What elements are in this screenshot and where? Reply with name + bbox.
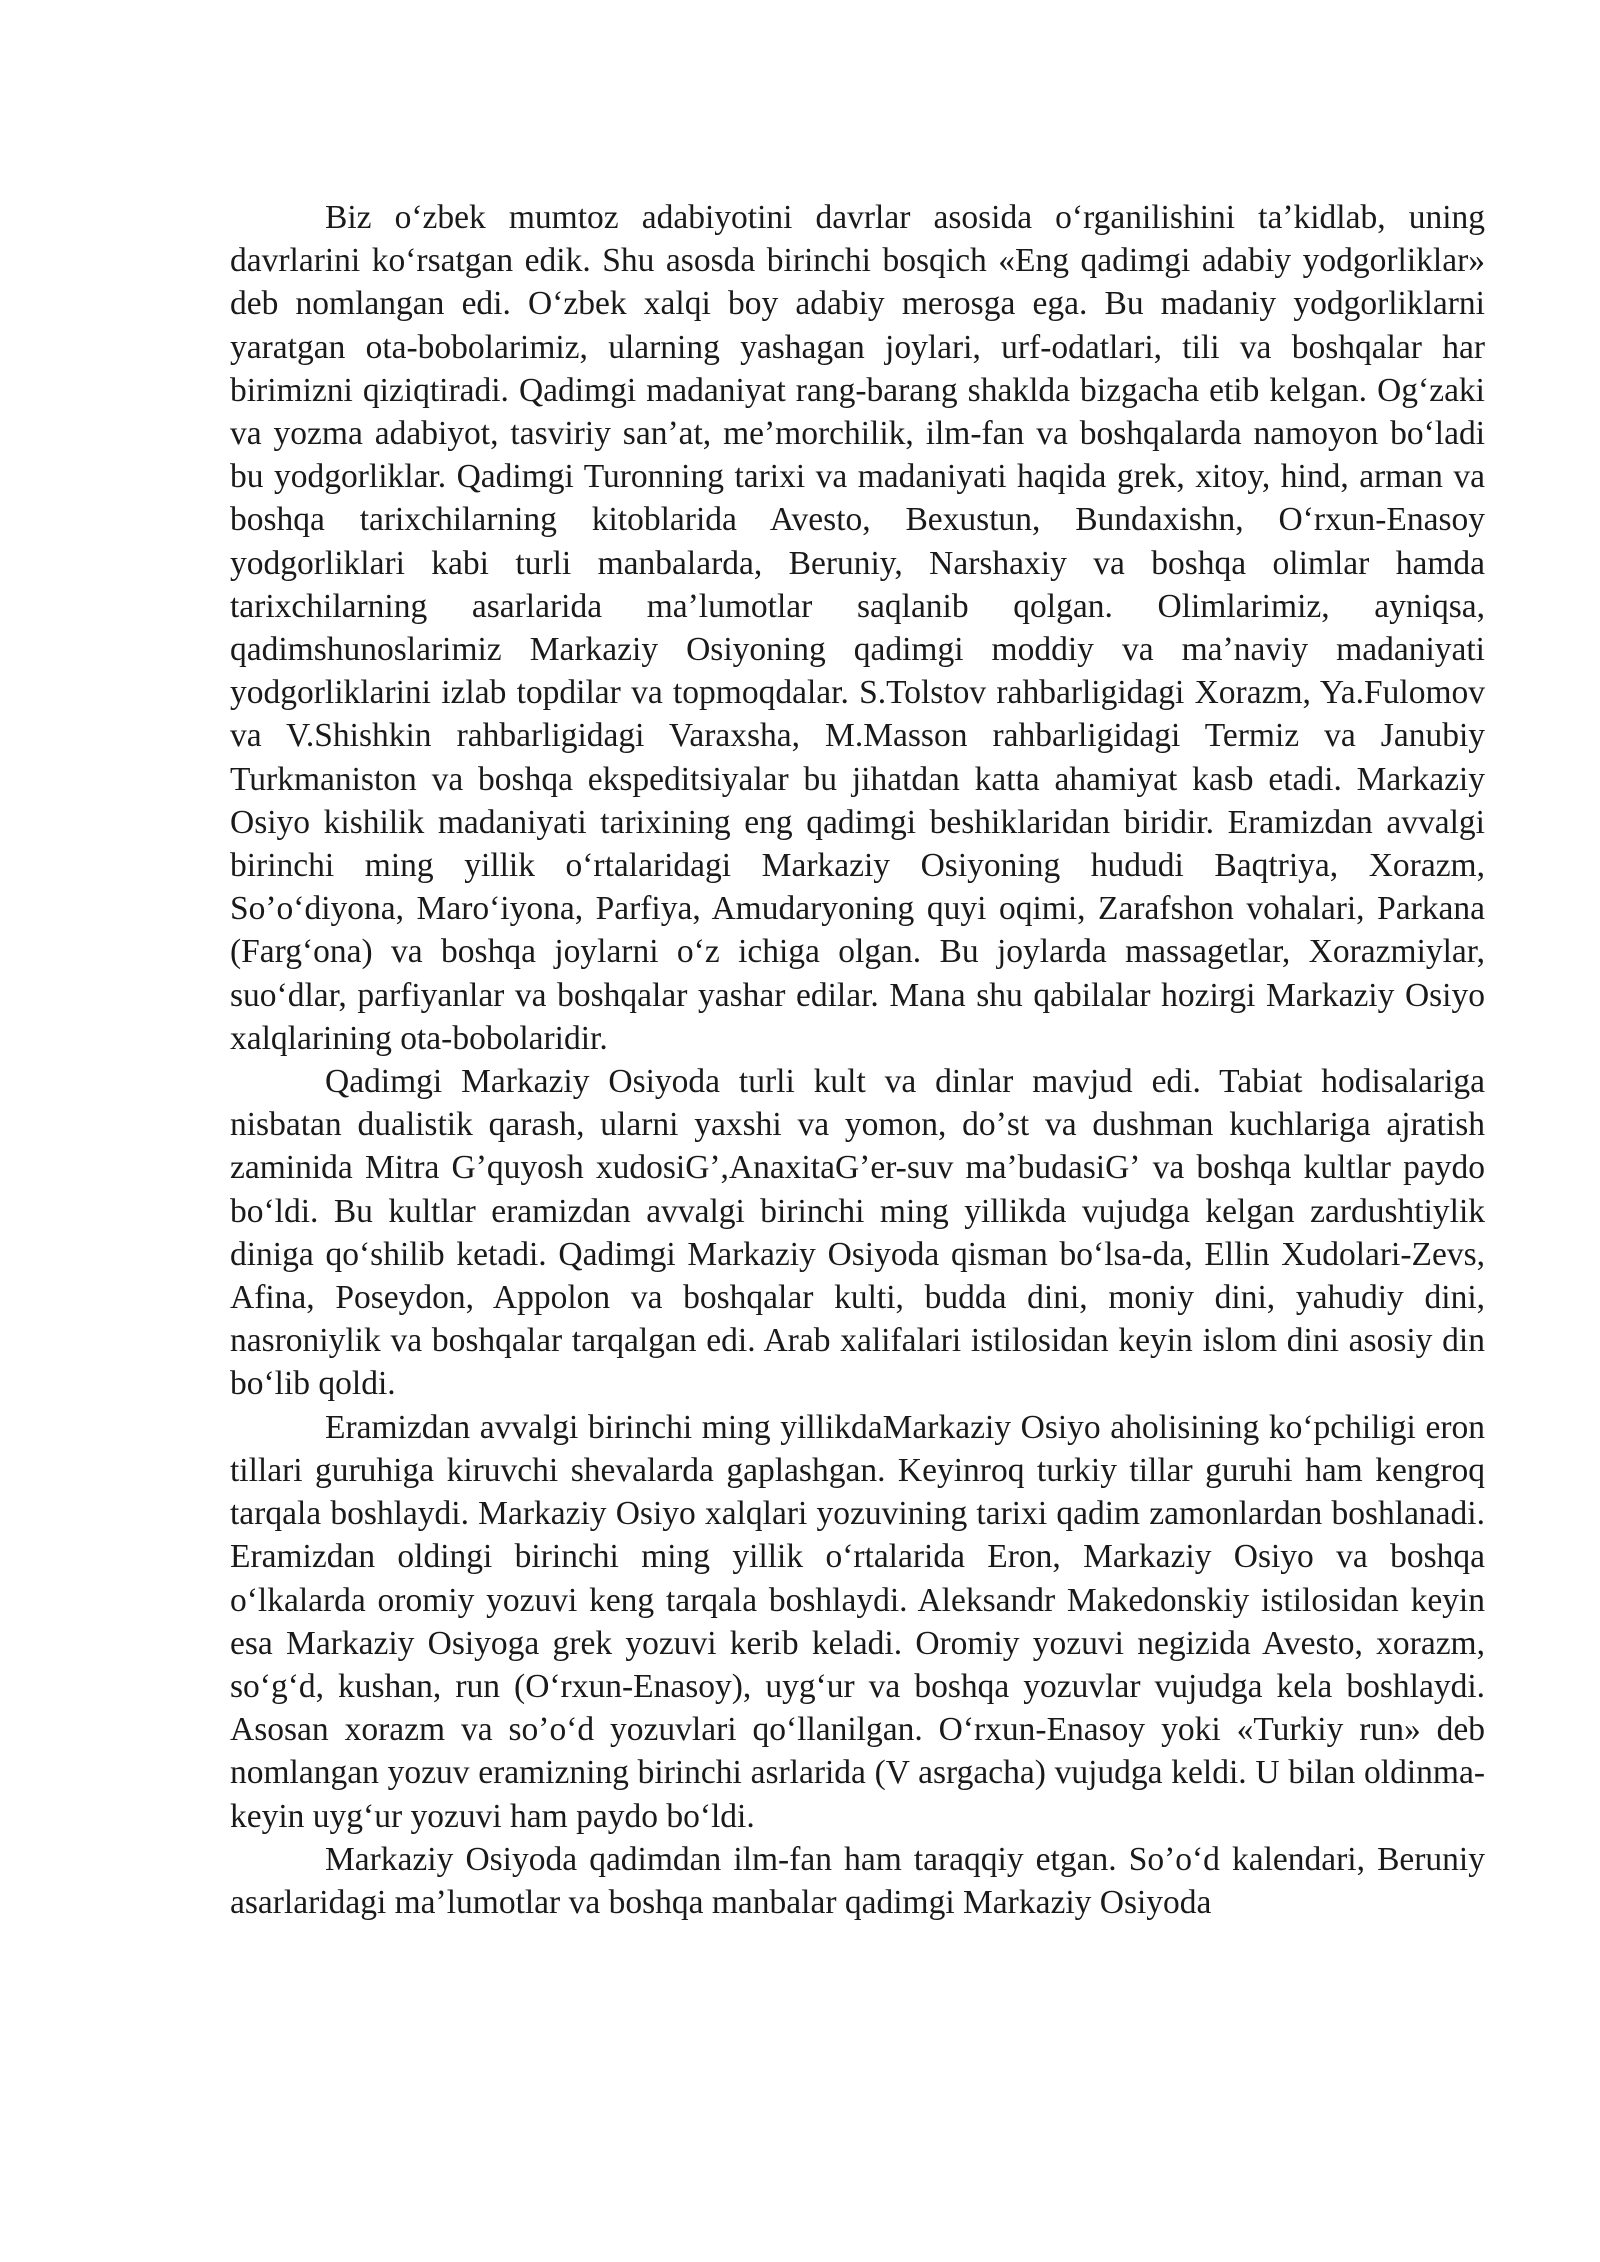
document-body bbox=[230, 196, 1485, 1924]
paragraph-2: Qadimgi Markaziy Osiyoda turli kult va dinlar mavjud edi. Tabiat hodisalariga nisbatan dualistik qarash, ularni yaxshi va yomon, doʼst va dushman kuchlariga ajratish zaminida Mitra Gʼquyosh xudosiGʼ,AnaxitaGʼer-suv maʼbudasiGʼ va boshqa kultlar paydo boʻldi. Bu kultlar eramizdan avvalgi birinchi ming yillikda vujudga kelgan zardushtiylik diniga qoʻshilib ketadi. Qadimgi Markaziy Osiyoda qisman boʻlsa-da, Ellin Xudolari-Zevs, Afina, Poseydon, Appolon va boshqalar kulti, budda dini, moniy dini, yahudiy dini, nasroniylik va boshqalar tarqalgan edi. Arab xalifalari istilosidan keyin islom dini asosiy din boʻlib qoldi. bbox=[230, 1063, 1485, 1403]
paragraph-3: Eramizdan avvalgi birinchi ming yillikdaMarkaziy Osiyo aholisining koʻpchiligi eron tillari guruhiga kiruvchi shevalarda gaplashgan. Keyinroq turkiy tillar guruhi ham kengroq tarqala boshlaydi. Markaziy Osiyo xalqlari yozuvining tarixi qadim zamonlardan boshlanadi. Eramizdan oldingi birinchi ming yillik oʻrtalarida Eron, Markaziy Osiyo va boshqa oʻlkalarda oromiy yozuvi keng tarqala boshlaydi. Aleksandr Makedonskiy istilosidan keyin esa Markaziy Osiyoga grek yozuvi kerib keladi. Oromiy yozuvi negizida Avesto, xorazm, soʻgʻd, kushan, run (Oʻrxun-Enasoy), uygʻur va boshqa yozuvlar vujudga kela boshlaydi. Asosan xorazm va soʼoʻd yozuvlari qoʻllanilgan. Oʻrxun-Enasoy yoki «Turkiy run» deb nomlangan yozuv eramizning birinchi asrlarida (V asrgacha) vujudga keldi. U bilan oldinma-keyin uygʻur yozuvi ham paydo boʻldi. bbox=[230, 1408, 1485, 1835]
paragraph-1: Biz oʻzbek mumtoz adabiyotini davrlar asosida oʻrganilishini taʼkidlab, uning davrlarini koʻrsatgan edik. Shu asosda birinchi bosqich «Eng qadimgi adabiy yodgorliklar» deb nomlangan edi. Oʻzbek xalqi boy adabiy merosga ega. Bu madaniy yodgorliklarni yaratgan ota-bobolarimiz, ularning yashagan joylari, urf-odatlari, tili va boshqalar har birimizni qiziqtiradi. Qadimgi madaniyat rang-barang shaklda bizgacha etib kelgan. Ogʻzaki va yozma adabiyot, tasviriy sanʼat, meʼmorchilik, ilm-fan va boshqalarda namoyon boʻladi bu yodgorliklar. Qadimgi Turonning tarixi va madaniyati haqida grek, xitoy, hind, arman va boshqa tarixchilarning kitoblarida Avesto, Bexustun, Bundaxishn, Oʻrxun-Enasoy yodgorliklari kabi turli manbalarda, Beruniy, Narshaxiy va boshqa olimlar hamda tarixchilarning asarlarida maʼlumotlar saqlanib qolgan. Olimlarimiz, ayniqsa, qadimshunoslarimiz Markaziy Osiyoning qadimgi moddiy va maʼnaviy madaniyati yodgorliklarini izlab topdilar va topmoqdalar. S.Tolstov rahbarligidagi Xorazm, Ya.Fulomov va V.Shishkin rahbarligidagi Varaxsha, M.Masson rahbarligidagi Termiz va Janubiy Turkmaniston va boshqa ekspeditsiyalar bu jihatdan katta ahamiyat kasb etadi. Markaziy Osiyo kishilik madaniyati tarixining eng qadimgi beshiklaridan biridir. Eramizdan avvalgi birinchi ming yillik oʻrtalaridagi Markaziy Osiyoning hududi Baqtriya, Xorazm, Soʼoʻdiyona, Maroʻiyona, Parfiya, Amudaryoning quyi oqimi, Zarafshon vohalari, Parkana (Fargʻona) va boshqa joylarni oʻz ichiga olgan. Bu joylarda massagetlar, Xorazmiylar, suoʻdlar, parfiyanlar va boshqalar yashar edilar. Mana shu qabilalar hozirgi Markaziy Osiyo xalqlarining ota-bobolaridir. bbox=[230, 199, 1485, 1057]
paragraph-4: Markaziy Osiyoda qadimdan ilm-fan ham taraqqiy etgan. Soʼoʻd kalendari, Beruniy asarlaridagi maʼlumotlar va boshqa manbalar qadimgi Markaziy Osiyoda bbox=[230, 1840, 1485, 1921]
